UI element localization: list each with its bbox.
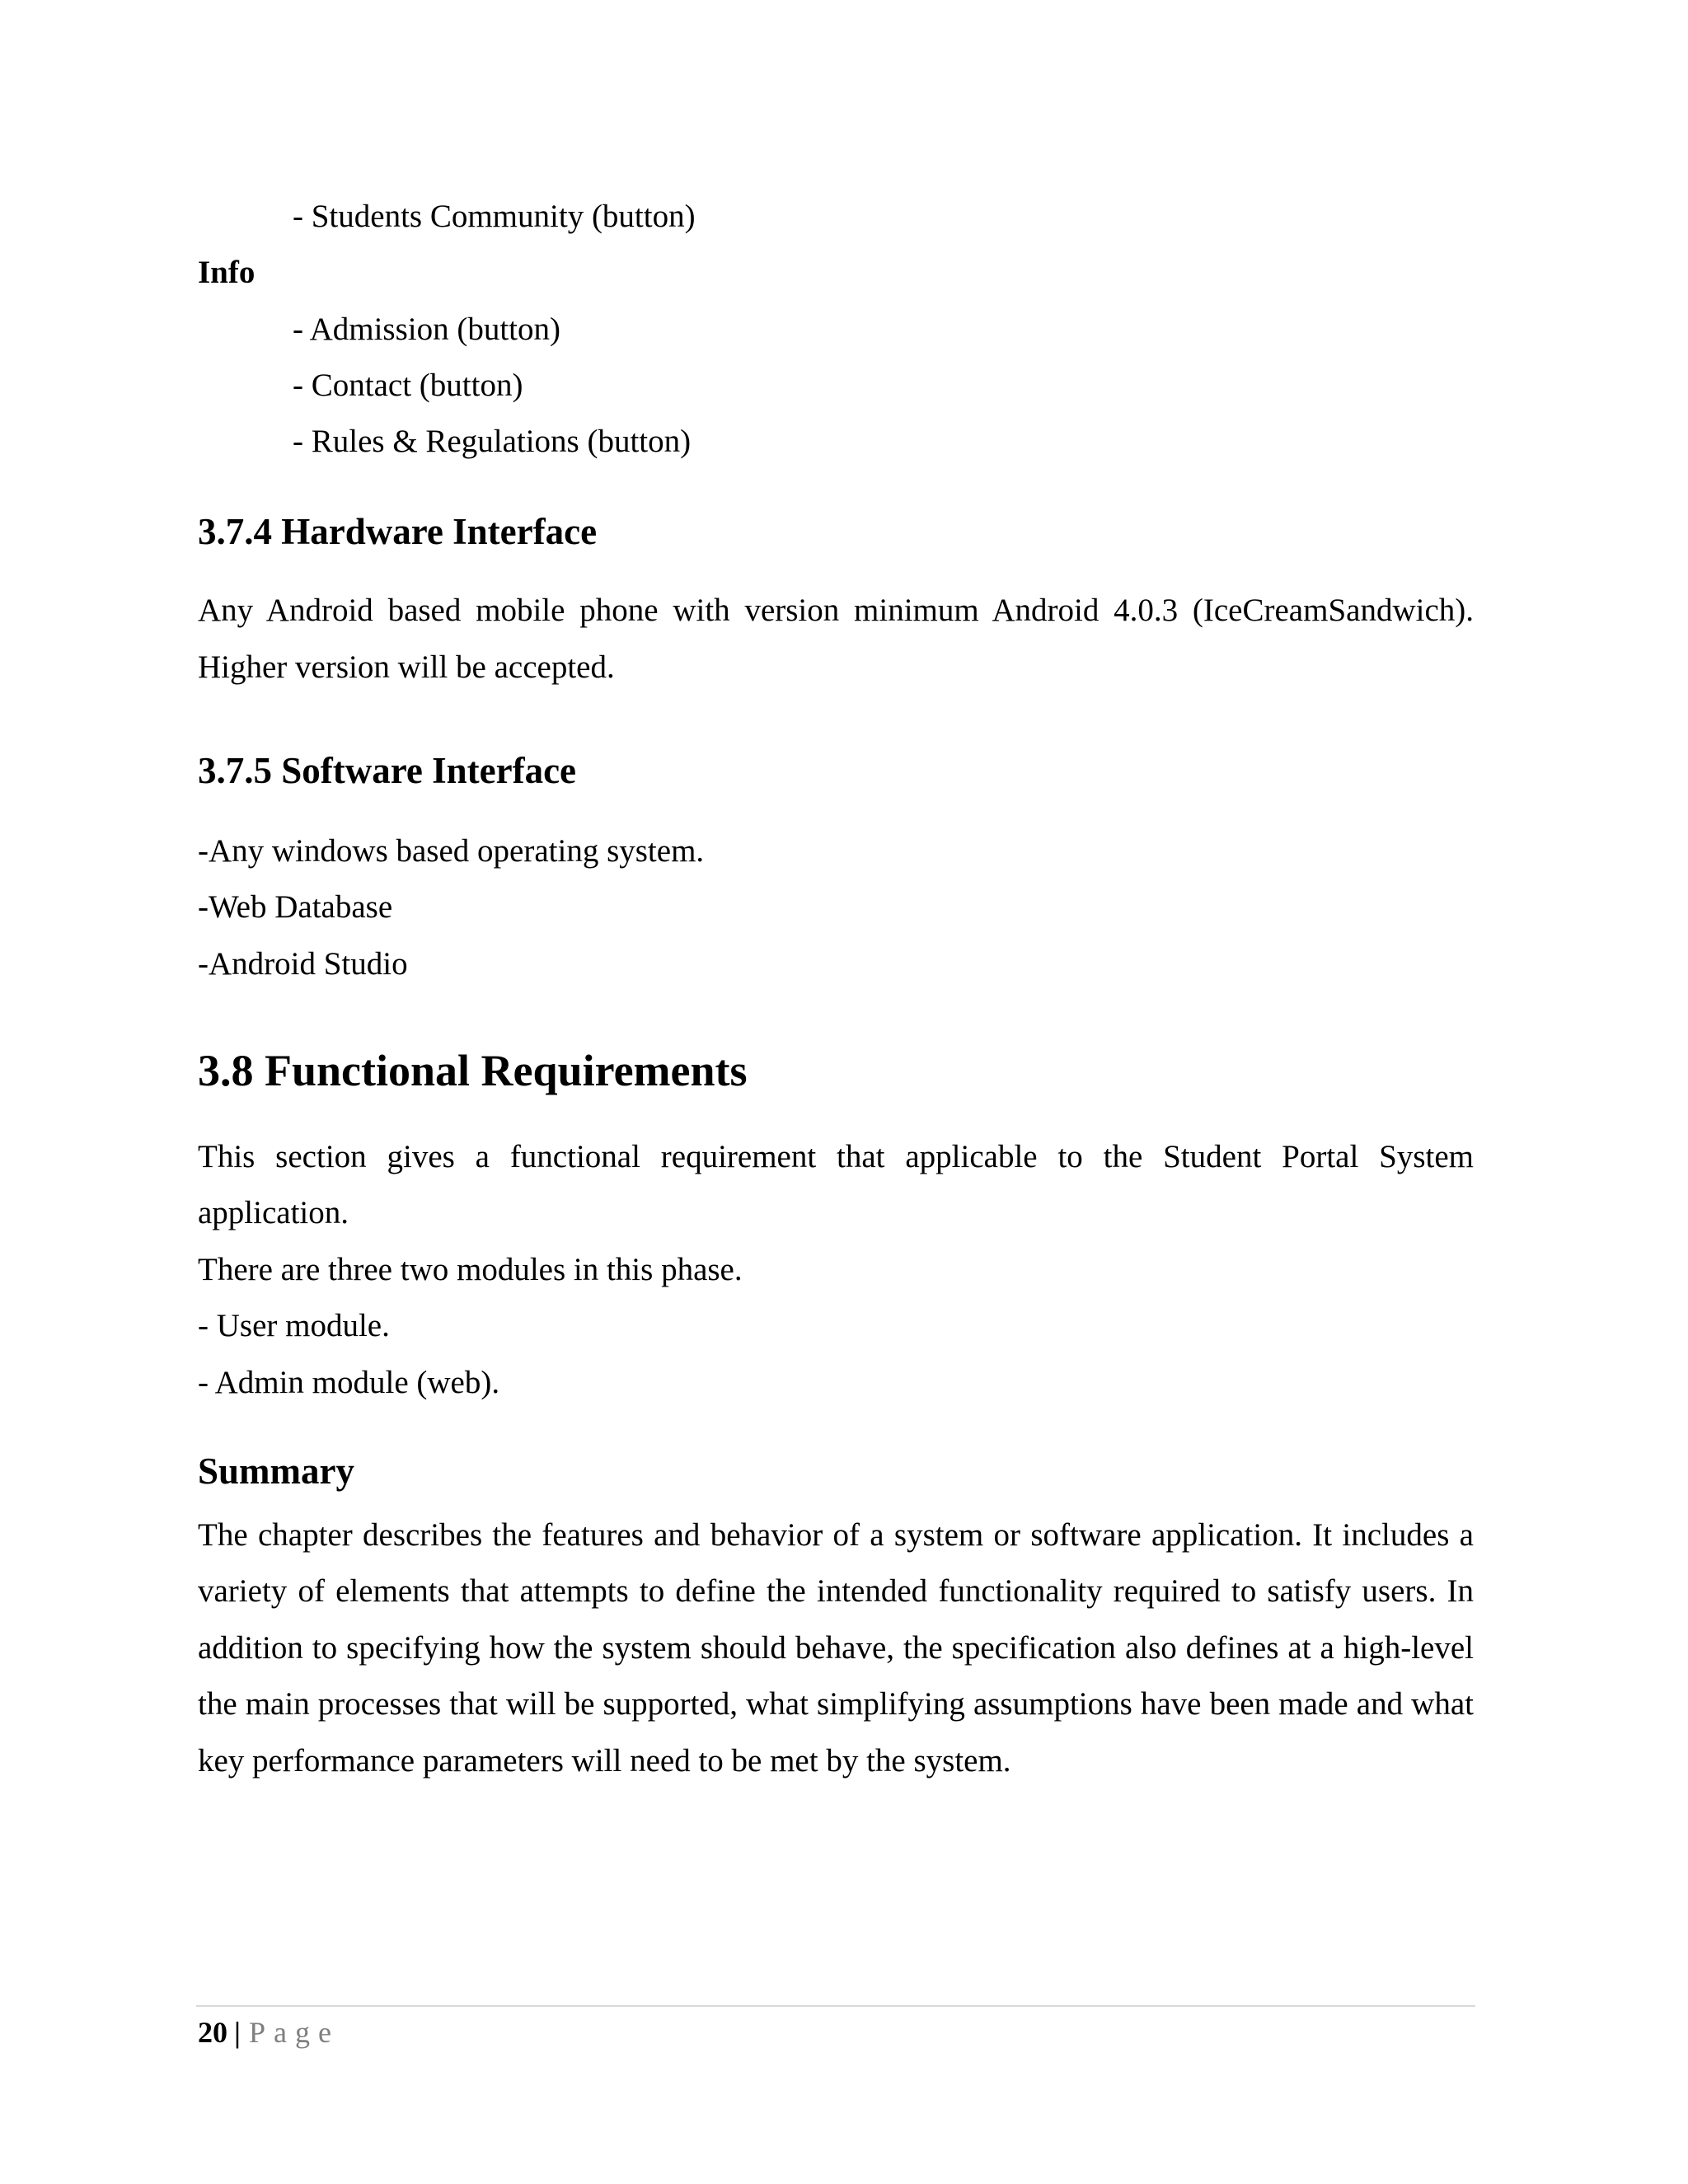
page-number: 20 xyxy=(198,2016,227,2049)
list-item-rules-regulations: - Rules & Regulations (button) xyxy=(293,424,692,459)
hardware-paragraph-line-2: Higher version will be accepted. xyxy=(198,649,615,685)
summary-line-4: the main processes that will be supported, what simplifying assumptions have been made and what xyxy=(198,1686,1474,1722)
page-label: Page xyxy=(248,2016,340,2049)
footer-divider xyxy=(196,2005,1475,2007)
hardware-interface-heading: 3.7.4 Hardware Interface xyxy=(198,511,598,552)
list-item-contact: - Contact (button) xyxy=(293,368,523,403)
page-footer xyxy=(198,2018,340,2047)
functional-requirements-heading: 3.8 Functional Requirements xyxy=(198,1046,748,1095)
functional-admin-module: - Admin module (web). xyxy=(198,1365,500,1400)
functional-paragraph-line-1: This section gives a functional requirement that applicable to the Student Portal System xyxy=(198,1139,1474,1174)
software-item-web-database: -Web Database xyxy=(198,889,393,925)
list-item-students-community: - Students Community (button) xyxy=(293,199,696,234)
functional-modules-intro: There are three two modules in this phase. xyxy=(198,1252,743,1287)
summary-line-2: variety of elements that attempts to define the intended functionality required to satisfy users. In xyxy=(198,1573,1474,1609)
software-item-windows: -Any windows based operating system. xyxy=(198,833,705,869)
summary-heading: Summary xyxy=(198,1451,354,1492)
functional-paragraph-line-2: application. xyxy=(198,1195,349,1230)
footer-separator: | xyxy=(234,2016,241,2049)
functional-user-module: - User module. xyxy=(198,1308,390,1343)
software-item-android-studio: -Android Studio xyxy=(198,946,408,982)
hardware-paragraph-line-1: Any Android based mobile phone with version minimum Android 4.0.3 (IceCreamSandwich). xyxy=(198,593,1474,628)
info-heading: Info xyxy=(198,255,256,290)
list-item-admission: - Admission (button) xyxy=(293,312,561,347)
summary-line-3: addition to specifying how the system should behave, the specification also defines at a high-level xyxy=(198,1630,1474,1666)
summary-line-5: key performance parameters will need to be met by the system. xyxy=(198,1743,1011,1779)
summary-line-1: The chapter describes the features and behavior of a system or software application. It includes a xyxy=(198,1517,1474,1553)
software-interface-heading: 3.7.5 Software Interface xyxy=(198,750,577,791)
